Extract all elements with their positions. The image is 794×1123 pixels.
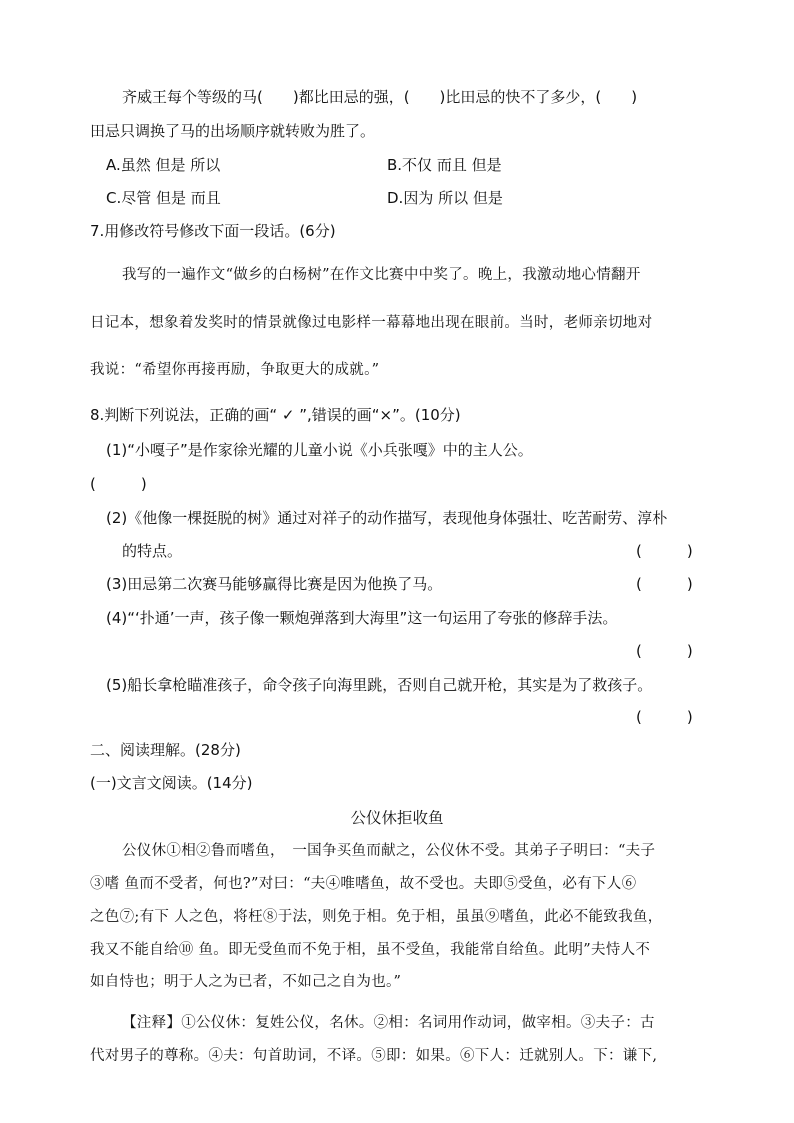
q8-item2-line1: (2)《他像一棵挺脱的树》通过对祥子的动作描写，表现他身体强壮、吃苦耐劳、淳朴 (106, 509, 668, 527)
q8-item3: (3)田忌第二次赛马能够赢得比赛是因为他换了马。 (106, 575, 443, 593)
q6-option-a: A.虽然 但是 所以 (106, 156, 221, 174)
notes-line2: 代对男子的尊称。④夫：句首助词，不译。⑤即：如果。⑥下人：迁就别人。下：谦下, (90, 1048, 658, 1064)
passage-line1: 公仪休①相②鲁而嗜鱼， 一国争买鱼而献之，公仪休不受。其弟子子明曰：“夫子 (122, 843, 656, 859)
q8-item2-line2: 的特点。 (122, 542, 183, 560)
passage-line2: ③嗜 鱼而不受者，何也?”对曰：“夫④唯嗜鱼，故不受也。夫即⑤受鱼，必有下人⑥ (90, 876, 637, 892)
passage-line5: 如自恃也；明于人之为已者，不如己之自为也。” (90, 974, 402, 990)
passage-line3: 之色⑦;有下 人之色，将枉⑧于法，则免于相。免于相，虽虽⑨嗜鱼，此必不能致我鱼， (90, 909, 663, 925)
q7-passage-line3: 我说：“希望你再接再励，争取更大的成就。” (90, 362, 380, 378)
passage-title: 公仪休拒收鱼 (350, 809, 444, 827)
q8-item3-answer-paren[interactable]: ( ) (636, 575, 693, 593)
q6-option-c: C.尽管 但是 而且 (106, 189, 221, 207)
q8-item1: (1)“小嘎子”是作家徐光耀的儿童小说《小兵张嘎》中的主人公。 (106, 441, 533, 459)
section2-sub-heading: (一)文言文阅读。(14分) (90, 774, 253, 792)
q6-option-b: B.不仅 而且 但是 (387, 156, 502, 174)
q7-passage-line2: 日记本，想象着发奖时的情景就像过电影样一幕幕地出现在眼前。当时，老师亲切地对 (90, 315, 653, 331)
q6-stem-line2: 田忌只调换了马的出场顺序就转败为胜了。 (90, 122, 376, 140)
q8-item5: (5)船长拿枪瞄准孩子，命令孩子向海里跳，否则自己就开枪，其实是为了救孩子。 (106, 676, 653, 694)
notes-line1: 【注释】①公仪休：复姓公仪，名休。②相：名词用作动词，做宰相。③夫子：古 (122, 1015, 655, 1031)
passage-line4: 我又不能自给⑩ 鱼。即无受鱼而不免于相，虽不受鱼，我能常自给鱼。此明”夫恃人不 (90, 942, 651, 958)
q7-passage-line1: 我写的一遍作文“做乡的白杨树”在作文比赛中中奖了。晚上，我激动地心情翻开 (122, 267, 641, 283)
q8-item4-answer-paren[interactable]: ( ) (636, 642, 693, 660)
section2-heading: 二、阅读理解。(28分) (90, 741, 241, 759)
q8-item1-answer-paren[interactable]: ( ) (90, 475, 147, 493)
q6-option-d: D.因为 所以 但是 (387, 189, 503, 207)
q8-item4: (4)“‘扑通’一声，孩子像一颗炮弹落到大海里”这一句运用了夸张的修辞手法。 (106, 609, 618, 627)
q8-item5-answer-paren[interactable]: ( ) (636, 708, 693, 726)
q7-heading: 7.用修改符号修改下面一段话。(6分) (90, 222, 336, 240)
q8-item2-answer-paren[interactable]: ( ) (636, 542, 693, 560)
q8-heading: 8.判断下列说法，正确的画“ ✓ ”,错误的画“×”。(10分) (90, 406, 461, 424)
q6-stem-line1: 齐威王每个等级的马( )都比田忌的强，( )比田忌的快不了多少，( ) (122, 88, 638, 106)
